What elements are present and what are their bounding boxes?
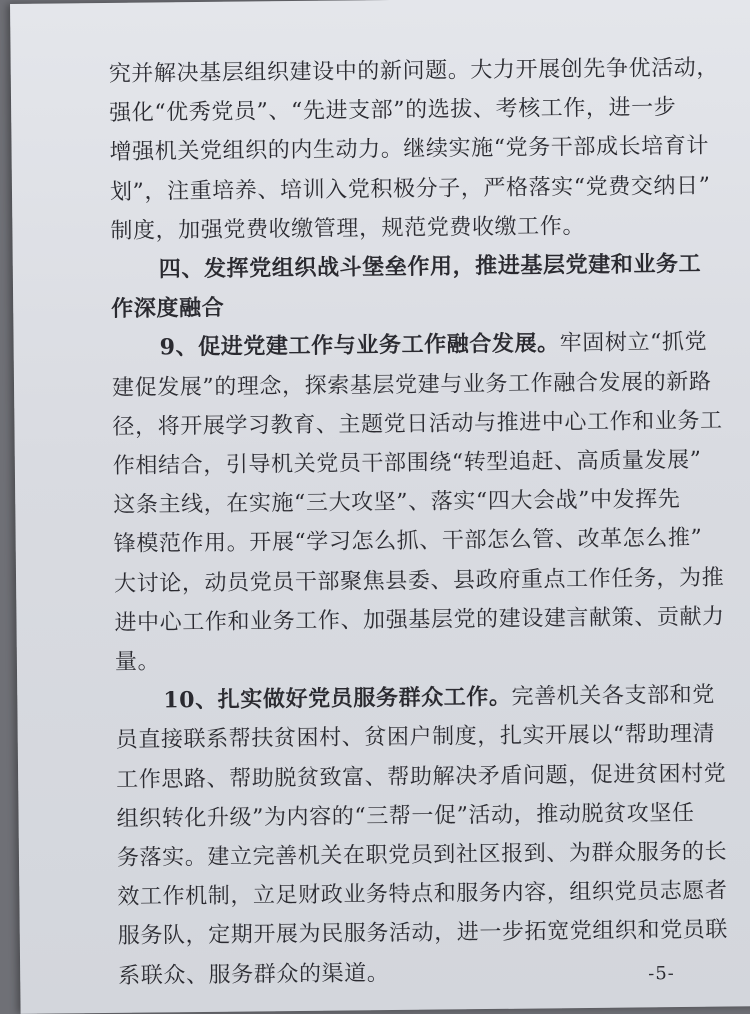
- text-line: 增强机关党组织的内生动力。继续实施“党务干部成长培育计: [109, 134, 710, 166]
- text-line: 牢固树立“抓党: [559, 330, 708, 357]
- section-heading-continued: 作深度融合: [111, 294, 225, 323]
- text-line: 完善机关各支部和党: [511, 682, 716, 711]
- text-line: 系联众、服务群众的渠道。: [118, 960, 390, 989]
- paragraph-10-first-line: [115, 676, 716, 721]
- document-page: [10, 0, 750, 1014]
- text-line: 强化“优秀党员”、“先进支部”的选拔、考核工作，进一步: [109, 95, 677, 127]
- page-number: -5-: [648, 963, 675, 985]
- text-line: 划”，注重培养、培训入党积极分子，严格落实“党费交纳日”: [109, 173, 711, 205]
- text-line: 锋模范作用。开展“学习怎么抓、干部怎么管、改革怎么推”: [113, 526, 703, 558]
- text-line: 服务队，定期开展为民服务活动，进一步拓宽党组织和党员联: [117, 917, 729, 950]
- text-line: 建促发展”的理念，探索基层党建与业务工作融合发展的新路: [111, 369, 712, 401]
- text-line: 制度，加强党费收缴管理，规范党费收缴工作。: [110, 213, 586, 244]
- text-line: 径，将开展学习教育、主题党日活动与推进中心工作和业务工: [112, 408, 723, 440]
- text-line: 进中心工作和业务工作、加强基层党的建设建言献策、贡献力: [114, 604, 725, 636]
- text-line: 量。: [114, 649, 161, 675]
- item-10-heading: 10、扎实做好党员服务群众工作。: [163, 684, 512, 714]
- section-heading: 四、发挥党组织战斗堡垒作用，推进基层党建和业务工: [158, 250, 702, 283]
- body-text: [108, 49, 729, 996]
- text-line: 员直接联系帮扶贫困村、贫困户制度，扎实开展以“帮助理清: [115, 722, 716, 754]
- text-line: 效工作机制，立足财政业务特点和服务内容，组织党员志愿者: [117, 878, 728, 911]
- text-line: 究并解决基层组织建设中的新问题。大力开展创先争优活动，: [108, 55, 720, 87]
- paragraph-9-first-line: [111, 323, 708, 368]
- text-line: 作相结合，引导机关党员干部围绕“转型追赶、高质量发展”: [112, 447, 702, 479]
- text-line: 务落实。建立完善机关在职党员到社区报到、为群众服务的长: [116, 839, 728, 871]
- text-line: 这条主线，在实施“三大攻坚”、落实“四大会战”中发挥先: [113, 487, 681, 519]
- text-line: 组织转化升级”为内容的“三帮一促”活动，推动脱贫攻坚任: [116, 800, 695, 832]
- text-line: 工作思路、帮助脱贫致富、帮助解决矛盾问题，促进贫困村党: [116, 761, 727, 793]
- item-9-heading: 9、促进党建工作与业务工作融合发展。: [159, 330, 560, 361]
- text-line: 大讨论，动员党员干部聚焦县委、县政府重点工作任务，为推: [113, 565, 725, 597]
